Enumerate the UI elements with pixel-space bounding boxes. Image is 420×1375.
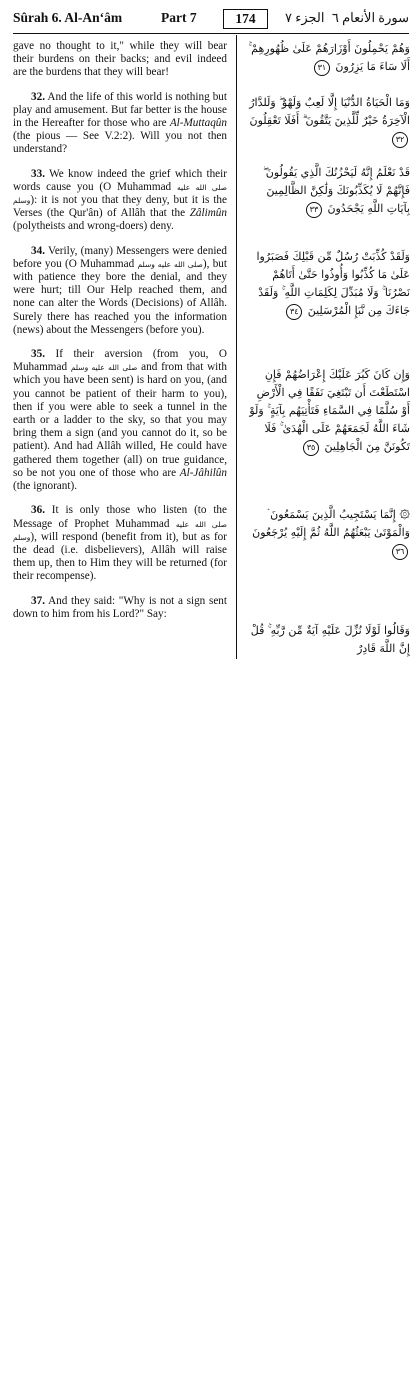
arabic-verse-36 [245, 506, 410, 560]
verse-35 [13, 348, 227, 493]
ayah-number-marker: ٣٣ [306, 202, 322, 218]
part-label: Part 7 [161, 10, 197, 25]
column-divider [236, 35, 237, 659]
verse-33 [13, 168, 227, 234]
verse-number: 35. [31, 348, 45, 361]
arabic-text: ۞ إِنَّمَا يَسْتَجِيبُ الَّذِينَ يَسْمَعُونَ ۘ وَالْمَوْتَىٰ يَبْعَثُهُمُ اللَّهُ ثُمَّ إِلَيْهِ يُرْجَعُونَ [252, 508, 410, 539]
arabic-text: وَمَا الْحَيَاةُ الدُّنْيَا إِلَّا لَعِبٌ وَلَهْوٌ ۖ وَلَلدَّارُ الْآخِرَةُ خَيْرٌ لِّلَّذِينَ يَتَّقُونَ ۗ أَفَلَا تَعْقِلُونَ [249, 96, 410, 127]
arabic-text: وَهُمْ يَحْمِلُونَ أَوْزَارَهُمْ عَلَىٰ ظُهُورِهِمْ ۚ أَلَا سَاءَ مَا يَزِرُونَ [248, 42, 410, 73]
salutation-glyph: صلى الله عليه وسلم [13, 182, 227, 206]
verse-text: (the ignorant). [13, 480, 77, 493]
verse-text: ), will respond (benefit from it), but as for the dead (i.e. disbelievers), Allâh will raise them up, then to Him they will be returned (for their recompense). [13, 530, 227, 583]
verse-term: Al-Jâhilûn [179, 466, 227, 479]
ayah-number-marker: ٣٥ [303, 440, 319, 456]
verse-text: If their aversion (from you, O Muhammad [13, 348, 227, 374]
arabic-verse-37 [245, 622, 410, 658]
verse-32 [13, 91, 227, 157]
verse-term: Al-Muttaqûn [169, 117, 227, 130]
verse-text: And they said: "Why is not a sign sent down to him from his Lord?" Say: [13, 594, 227, 620]
page-number: 174 [223, 9, 268, 29]
arabic-verse-32 [245, 94, 410, 148]
arabic-text: وَقَالُوا لَوْلَا نُزِّلَ عَلَيْهِ آيَةٌ مِّن رَّبِّهِ ۚ قُلْ إِنَّ اللَّهَ قَادِرٌ [250, 624, 410, 655]
salutation-glyph: صلى الله عليه وسلم [70, 363, 138, 373]
ayah-number-marker: ٣١ [314, 60, 330, 76]
verse-number: 32. [31, 90, 45, 103]
header-divider [13, 33, 409, 34]
arabic-text: قَدْ نَعْلَمُ إِنَّهُ لَيَحْزُنُكَ الَّذِي يَقُولُونَ ۖ فَإِنَّهُمْ لَا يُكَذِّبُونَكَ وَلَٰكِنَّ الظَّالِمِينَ بِآيَاتِ اللَّهِ يَجْحَدُونَ [263, 166, 410, 215]
verse-number: 34. [31, 244, 45, 257]
verse-number: 36. [31, 504, 45, 517]
juz-label-arabic: الجزء ٧ [285, 10, 325, 25]
arabic-text: وَلَقَدْ كُذِّبَتْ رُسُلٌ مِّن قَبْلِكَ فَصَبَرُوا عَلَىٰ مَا كُذِّبُوا وَأُوذُوا حَتَّىٰ أَتَاهُمْ نَصْرُنَا ۚ وَلَا مُبَدِّلَ لِكَلِمَاتِ اللَّهِ ۚ وَلَقَدْ جَاءَكَ مِن نَّبَإِ الْمُرْسَلِينَ [256, 250, 410, 317]
salutation-glyph: صلى الله عليه وسلم [13, 519, 227, 542]
arabic-verse-33 [245, 164, 410, 218]
arabic-verse-34 [245, 248, 410, 320]
verse-text: ), but with patience they bore the denial, and they were hurt; till Our Help reached them, and none can alter the Words (Decisions) of Allâh. Surely there has reached you the information (news) about the Messengers (before you). [13, 257, 227, 336]
verse-36 [13, 504, 227, 583]
english-translation-column [13, 40, 227, 632]
verse-31-continuation [13, 40, 227, 80]
verse-text: gave no thought to it," while they will bear their burdens on their backs; and evil indeed are the burdens that they will bear! [13, 40, 227, 79]
surah-title-arabic: سورة الأنعام ٦ [331, 10, 409, 25]
ayah-number-marker: ٣٤ [286, 304, 302, 320]
verse-text: It is only those who listen (to the Message of Prophet Muhammad [13, 504, 227, 530]
ayah-number-marker: ٣٦ [392, 544, 408, 560]
arabic-text: وَإِن كَانَ كَبُرَ عَلَيْكَ إِعْرَاضُهُمْ فَإِنِ اسْتَطَعْتَ أَن تَبْتَغِيَ نَفَقًا فِي الْأَرْضِ أَوْ سُلَّمًا فِي السَّمَاءِ فَتَأْتِيَهُم بِآيَةٍ ۚ وَلَوْ شَاءَ اللَّهُ لَجَمَعَهُمْ عَلَى الْهُدَىٰ ۚ فَلَا تَكُونَنَّ مِنَ الْجَاهِلِينَ [249, 368, 410, 453]
verse-text: (polytheists and wrong-doers) deny. [13, 220, 174, 233]
verse-number: 37. [31, 594, 45, 607]
verse-text: and from that with which you have been sent) is hard on you, (and you cannot be patient of their harm to you), then if you were able to seek a tunnel in the earth or a ladder to the sky, so that you may bring them a sign (and you cannot do it, so be patient). And had Allâh willed, He could have gathered them together (all) on true guidance, so be not you one of those who are [13, 361, 227, 479]
surah-title: Sûrah 6. Al-An‘âm [13, 10, 123, 25]
ayah-number-marker: ٣٢ [392, 132, 408, 148]
verse-text: ): it is not you that they deny, but it is the Verses (the Qur'ân) of Allâh that the [13, 194, 227, 220]
verse-34 [13, 245, 227, 337]
verse-text: (the pious — See V.2:2). Will you not then understand? [13, 130, 227, 156]
verse-term: Zâlimûn [189, 207, 227, 220]
verse-text: We know indeed the grief which their words cause you (O Muhammad [13, 167, 227, 193]
page-header [13, 9, 409, 31]
verse-number: 33. [31, 167, 45, 180]
verse-37 [13, 595, 227, 621]
verse-text: And the life of this world is nothing but play and amusement. But far better is the house in the Hereafter for those who are [13, 90, 227, 130]
salutation-glyph: صلى الله عليه وسلم [137, 259, 203, 269]
verse-text: Verily, (many) Messengers were denied before you (O Muhammad [13, 244, 227, 270]
arabic-verse-31 [245, 40, 410, 76]
arabic-verse-35 [245, 366, 410, 456]
